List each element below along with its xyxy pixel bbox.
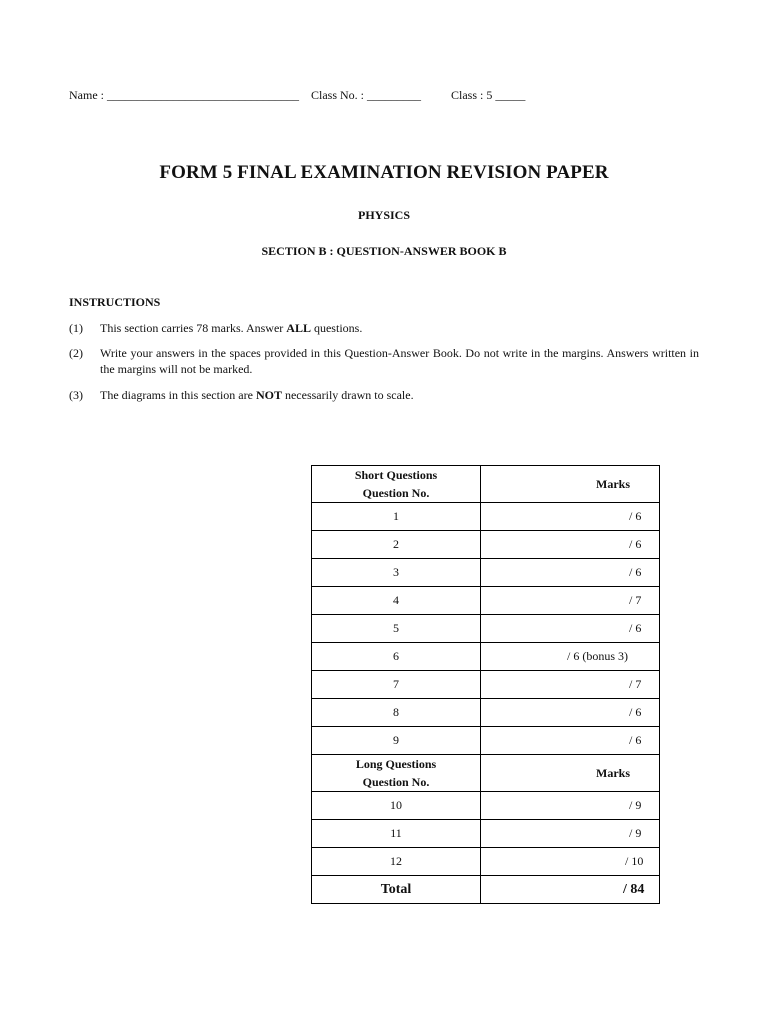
marks-cell	[481, 820, 660, 848]
marks-value: / 10	[625, 854, 644, 868]
total-label: Total	[312, 876, 481, 904]
long-questions-header-row	[312, 755, 660, 792]
table-row	[312, 615, 660, 643]
question-no-label: Question No.	[362, 775, 430, 789]
marks-value: / 6	[629, 509, 642, 523]
section-heading: SECTION B : QUESTION-ANSWER BOOK B	[261, 244, 507, 258]
long-questions-label: Long Questions	[355, 757, 437, 771]
paper-title: FORM 5 FINAL EXAMINATION REVISION PAPER	[159, 162, 609, 183]
table-row	[312, 848, 660, 876]
question-number-cell: 7	[312, 671, 481, 699]
table-row	[312, 643, 660, 671]
question-number-cell: 6	[312, 643, 481, 671]
name-field-label: Name : ________________________________	[69, 88, 299, 102]
instruction-item	[69, 320, 699, 336]
short-questions-header	[312, 466, 481, 503]
question-no-label: Question No.	[362, 486, 430, 500]
marks-header: Marks	[481, 466, 660, 503]
instructions-heading: INSTRUCTIONS	[69, 295, 161, 309]
instruction-emphasis: NOT	[255, 388, 282, 402]
question-number-cell: 3	[312, 559, 481, 587]
table-row	[312, 587, 660, 615]
table-row	[312, 820, 660, 848]
marks-cell	[481, 503, 660, 531]
instruction-text-end: necessarily drawn to scale.	[281, 388, 414, 402]
marks-cell	[481, 587, 660, 615]
instruction-number: (2)	[69, 346, 83, 360]
marks-value: / 6	[629, 565, 642, 579]
instruction-emphasis: ALL	[286, 321, 311, 335]
question-number-cell: 8	[312, 699, 481, 727]
short-questions-label: Short Questions	[354, 468, 438, 482]
marks-header: Marks	[481, 755, 660, 792]
marks-cell	[481, 643, 660, 671]
marks-value: / 7	[629, 677, 642, 691]
instruction-number: (3)	[69, 388, 83, 402]
marks-value: / 9	[629, 798, 642, 812]
table-row	[312, 792, 660, 820]
question-number-cell: 12	[312, 848, 481, 876]
subject-heading: PHYSICS	[357, 208, 410, 222]
marks-cell	[481, 792, 660, 820]
instruction-text-end: questions.	[310, 321, 363, 335]
table-row	[312, 671, 660, 699]
question-number-cell: 10	[312, 792, 481, 820]
marks-cell	[481, 699, 660, 727]
marks-cell	[481, 531, 660, 559]
marks-value: / 6	[629, 621, 642, 635]
marks-value: / 9	[629, 826, 642, 840]
short-questions-header-row	[312, 466, 660, 503]
total-marks-value: / 84	[623, 881, 645, 897]
question-number-cell: 11	[312, 820, 481, 848]
marks-cell	[481, 671, 660, 699]
instruction-item	[69, 345, 699, 377]
instruction-number: (1)	[69, 321, 83, 335]
instruction-text: The diagrams in this section are	[100, 388, 256, 402]
question-number-cell: 2	[312, 531, 481, 559]
marks-value: / 6	[629, 537, 642, 551]
instruction-text: This section carries 78 marks. Answer	[100, 321, 287, 335]
marks-value: / 7	[629, 593, 642, 607]
instruction-item	[69, 387, 699, 403]
marks-value: / 6	[629, 733, 642, 747]
question-number-cell: 9	[312, 727, 481, 755]
table-row	[312, 503, 660, 531]
instruction-text: Write your answers in the spaces provided in this Question-Answer Book. Do not write in the margins. Answers written in the margins will not be marked.	[100, 346, 699, 376]
total-row	[312, 876, 660, 904]
marks-cell	[481, 615, 660, 643]
class-field-label: Class : 5 _____	[451, 88, 526, 102]
question-number-cell: 1	[312, 503, 481, 531]
marks-cell	[481, 727, 660, 755]
table-row	[312, 699, 660, 727]
marks-cell	[481, 848, 660, 876]
marks-value: / 6 (bonus 3)	[567, 649, 628, 663]
marks-cell	[481, 559, 660, 587]
class-no-field-label: Class No. : _________	[311, 88, 422, 102]
table-row	[312, 727, 660, 755]
marks-value: / 6	[629, 705, 642, 719]
table-row	[312, 531, 660, 559]
table-row	[312, 559, 660, 587]
student-info-line	[69, 88, 525, 103]
total-marks-cell	[481, 876, 660, 904]
question-number-cell: 5	[312, 615, 481, 643]
marks-table	[311, 465, 660, 904]
long-questions-header	[312, 755, 481, 792]
question-number-cell: 4	[312, 587, 481, 615]
